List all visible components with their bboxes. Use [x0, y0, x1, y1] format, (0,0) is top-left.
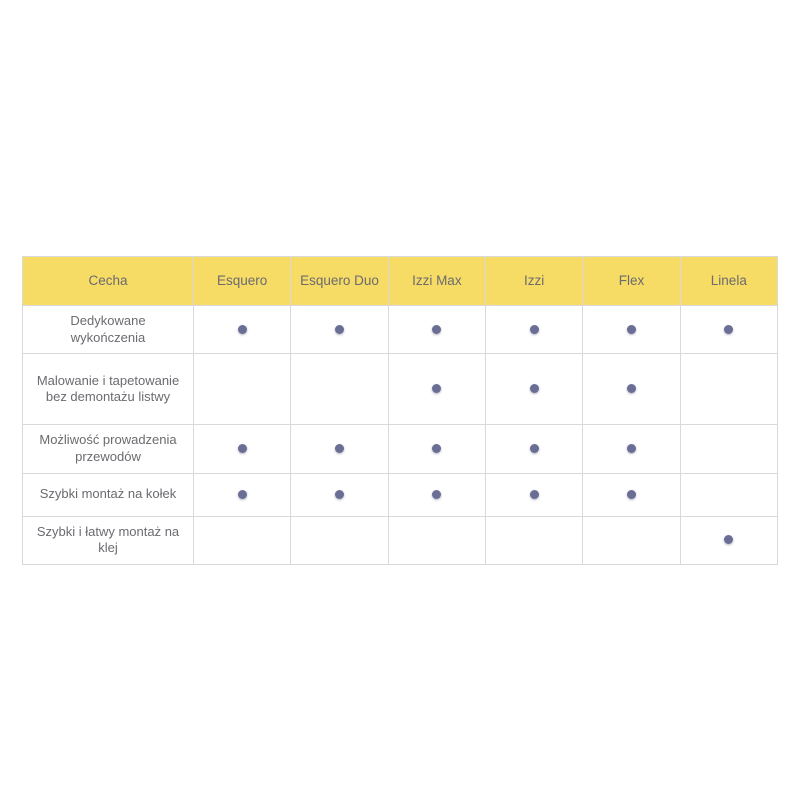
column-header-feature: Cecha [23, 257, 194, 306]
table-row [23, 473, 778, 516]
mark-cell [583, 354, 680, 425]
dot-icon [432, 444, 441, 453]
dot-icon [627, 384, 636, 393]
mark-cell [388, 306, 485, 354]
column-header-izzi: Izzi [485, 257, 582, 306]
dot-icon [627, 325, 636, 334]
mark-cell [291, 354, 388, 425]
mark-cell [194, 425, 291, 473]
dot-icon [724, 325, 733, 334]
mark-cell [485, 425, 582, 473]
dot-icon [530, 325, 539, 334]
mark-cell [291, 473, 388, 516]
comparison-table-container [22, 256, 778, 565]
table-row [23, 425, 778, 473]
mark-cell [388, 354, 485, 425]
dot-icon [530, 490, 539, 499]
row-label: Dedykowane wykończenia [23, 306, 194, 354]
column-header-esquero: Esquero [194, 257, 291, 306]
mark-cell [291, 425, 388, 473]
header-row [23, 257, 778, 306]
mark-cell [194, 473, 291, 516]
column-header-linela: Linela [680, 257, 777, 306]
mark-cell [680, 306, 777, 354]
row-label: Szybki i łatwy montaż na klej [23, 516, 194, 564]
mark-cell [583, 473, 680, 516]
mark-cell [485, 306, 582, 354]
row-label: Szybki montaż na kołek [23, 473, 194, 516]
column-header-izzi-max: Izzi Max [388, 257, 485, 306]
column-header-flex: Flex [583, 257, 680, 306]
dot-icon [530, 444, 539, 453]
mark-cell [680, 425, 777, 473]
mark-cell [583, 425, 680, 473]
table-row [23, 306, 778, 354]
table-body [23, 306, 778, 565]
comparison-table [22, 256, 778, 565]
dot-icon [335, 444, 344, 453]
mark-cell [194, 354, 291, 425]
mark-cell [388, 516, 485, 564]
mark-cell [485, 354, 582, 425]
dot-icon [335, 325, 344, 334]
dot-icon [432, 325, 441, 334]
dot-icon [432, 384, 441, 393]
dot-icon [432, 490, 441, 499]
column-header-esquero-duo: Esquero Duo [291, 257, 388, 306]
mark-cell [194, 306, 291, 354]
mark-cell [583, 516, 680, 564]
dot-icon [724, 535, 733, 544]
table-row [23, 516, 778, 564]
table-row [23, 354, 778, 425]
mark-cell [194, 516, 291, 564]
mark-cell [388, 425, 485, 473]
dot-icon [627, 444, 636, 453]
dot-icon [238, 490, 247, 499]
mark-cell [680, 473, 777, 516]
mark-cell [485, 473, 582, 516]
mark-cell [388, 473, 485, 516]
mark-cell [291, 306, 388, 354]
dot-icon [530, 384, 539, 393]
table-header [23, 257, 778, 306]
mark-cell [583, 306, 680, 354]
mark-cell [680, 354, 777, 425]
dot-icon [627, 490, 636, 499]
dot-icon [238, 444, 247, 453]
mark-cell [291, 516, 388, 564]
dot-icon [238, 325, 247, 334]
dot-icon [335, 490, 344, 499]
row-label: Możliwość prowadzenia przewodów [23, 425, 194, 473]
mark-cell [680, 516, 777, 564]
mark-cell [485, 516, 582, 564]
row-label: Malowanie i tapetowanie bez demontażu listwy [23, 354, 194, 425]
